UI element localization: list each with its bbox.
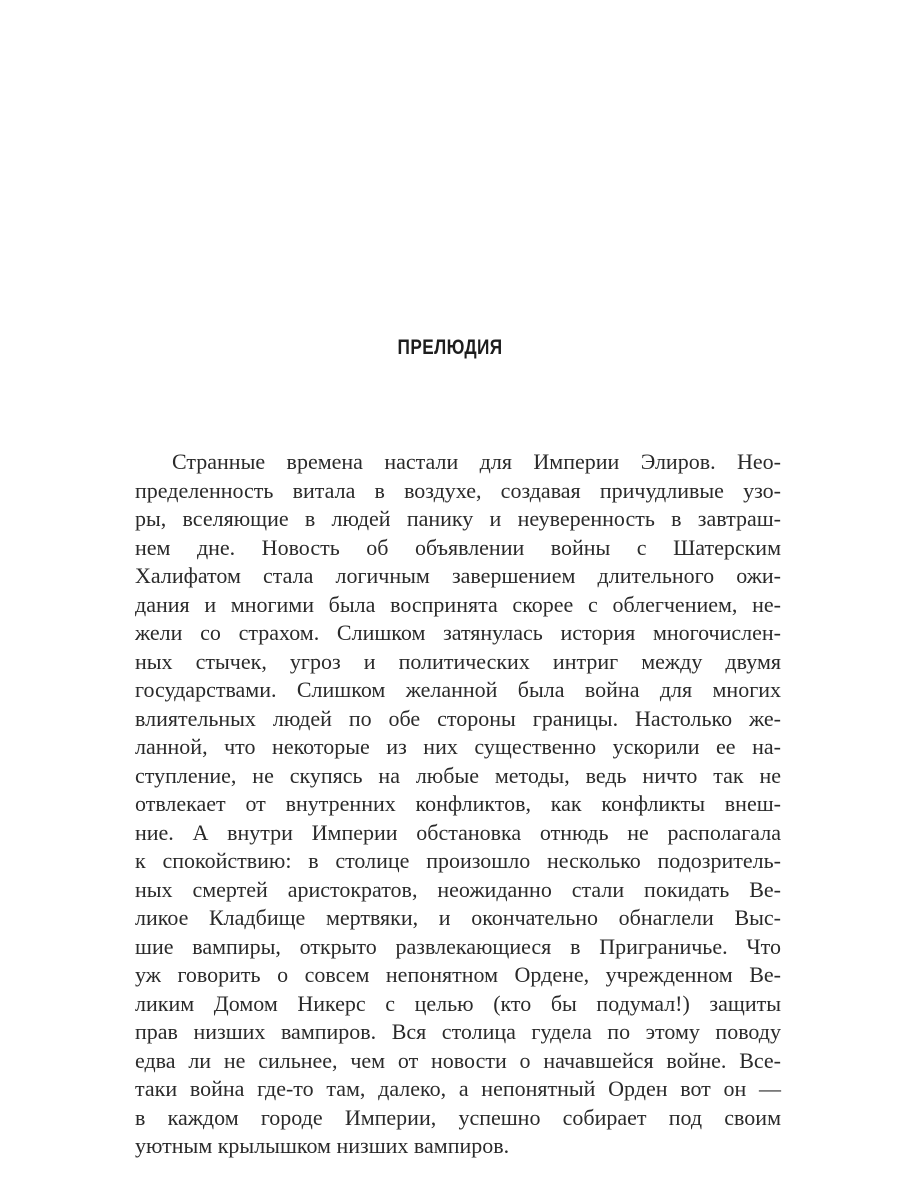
text-line: в каждом городе Империи, успешно собирает под своим bbox=[135, 1104, 781, 1130]
text-line: дания и многими была воспринята скорее с облегчением, не- bbox=[135, 591, 781, 617]
text-line: к спокойствию: в столице произошло несколько подозритель- bbox=[135, 848, 781, 873]
text-line: ры, вселяющие в людей панику и неуверенность в завтраш- bbox=[135, 506, 781, 531]
text-line: ликое Кладбище мертвяки, и окончательно обнаглели Выс- bbox=[135, 905, 781, 930]
text-line: отвлекает от внутренних конфликтов, как конфликты внеш- bbox=[135, 791, 781, 816]
text-line: прав низших вампиров. Вся столица гудела по этому поводу bbox=[135, 1019, 781, 1044]
text-line: таки война где-то там, далеко, а непонятный Орден вот он — bbox=[135, 1076, 781, 1101]
text-line: ных стычек, угроз и политических интриг между двумя bbox=[135, 648, 781, 674]
text-line: Халифатом стала логичным завершением длительного ожи- bbox=[135, 563, 781, 588]
text-line: Странные времена настали для Империи Элиров. Нео- bbox=[172, 449, 781, 474]
text-line: уютным крылышком низших вампиров. bbox=[135, 1133, 510, 1158]
body-paragraph bbox=[135, 448, 781, 1161]
chapter-title-text: ПРЕЛЮДИЯ bbox=[397, 336, 503, 359]
text-line: ных смертей аристократов, неожиданно стали покидать Ве- bbox=[135, 876, 781, 902]
text-line: шие вампиры, открыто развлекающиеся в Приграничье. Что bbox=[135, 933, 781, 959]
text-line: нем дне. Новость об объявлении войны с Шатерским bbox=[135, 534, 781, 560]
chapter-title bbox=[0, 336, 900, 360]
text-line: ликим Домом Никерс с целью (кто бы подумал!) защиты bbox=[135, 990, 781, 1016]
text-line: государствами. Слишком желанной была война для многих bbox=[135, 677, 781, 702]
text-line: пределенность витала в воздухе, создавая причудливые узо- bbox=[135, 477, 781, 503]
text-line: ступление, не скупясь на любые методы, ведь ничто так не bbox=[135, 762, 781, 788]
text-line: ланной, что некоторые из них существенно ускорили ее на- bbox=[135, 734, 781, 759]
text-line: ние. А внутри Империи обстановка отнюдь не располагала bbox=[135, 819, 781, 845]
text-line: жели со страхом. Слишком затянулась история многочислен- bbox=[135, 620, 781, 645]
text-line: уж говорить о совсем непонятном Ордене, учрежденном Ве- bbox=[135, 962, 781, 987]
text-line: влиятельных людей по обе стороны границы. Настолько же- bbox=[135, 705, 781, 731]
text-line: едва ли не сильнее, чем от новости о начавшейся войне. Все- bbox=[135, 1047, 781, 1073]
